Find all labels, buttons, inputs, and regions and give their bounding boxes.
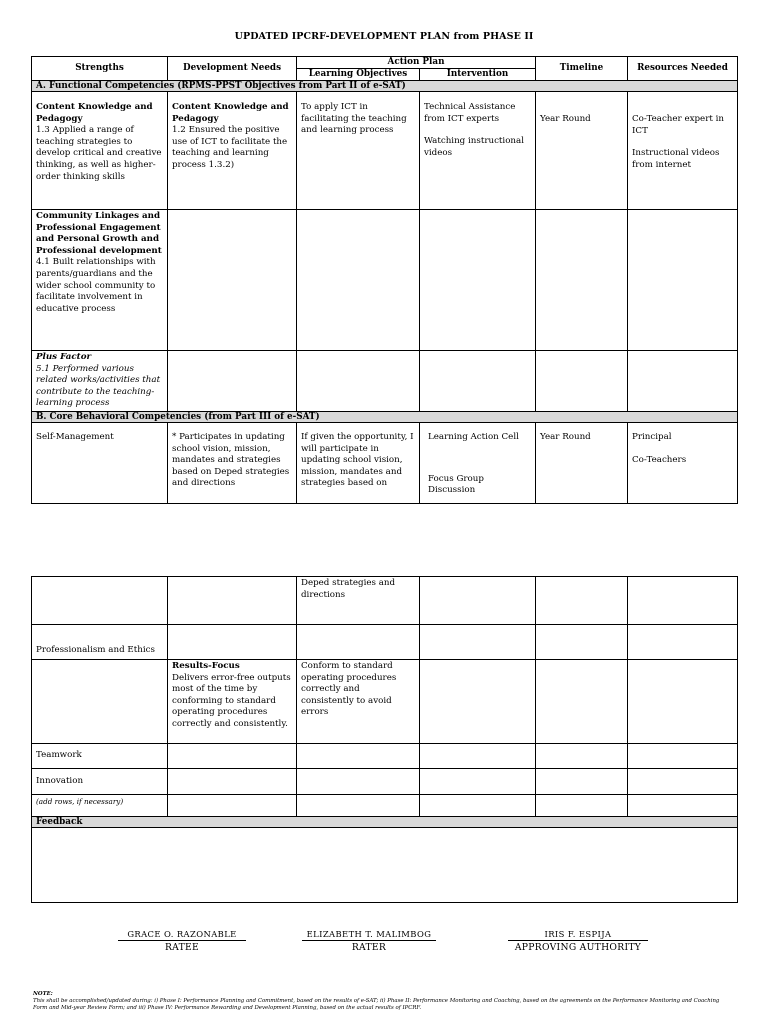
section-a-heading: A. Functional Competencies (RPMS-PPST Objectives from Part II of e-SAT) (32, 81, 738, 92)
strength-text: 5.1 Performed various related works/activities that contribute to the teaching-learning process (36, 363, 161, 409)
signatory-name: GRACE O. RAZONABLE (118, 929, 246, 941)
resource-item: Principal (632, 431, 672, 442)
learning-objective: Deped strategies and directions (297, 577, 420, 625)
table-row (32, 577, 738, 625)
table-row (32, 625, 738, 660)
signatory-name: IRIS F. ESPIJA (508, 929, 648, 941)
signature-block (0, 929, 768, 959)
need-text: * Participates in updating school vision, mission, mandates and strategies based on Deped strategies and directions (168, 422, 297, 503)
table-row (32, 92, 738, 210)
table-row (32, 795, 738, 817)
learning-objective: If given the opportunity, I will participate in updating school vision, mission, mandates and strategies based on (297, 422, 420, 503)
signature-ratee (118, 929, 246, 953)
signature-approving-authority (508, 929, 648, 953)
resource-item: Co-Teachers (632, 454, 687, 465)
feedback-box[interactable] (32, 828, 738, 903)
need-title: Results-Focus (172, 661, 240, 671)
development-plan-table-continued (31, 576, 738, 903)
learning-objective: To apply ICT in facilitating the teaching and learning process (297, 92, 420, 210)
signatory-role: RATER (351, 942, 387, 953)
add-rows-note: (add rows, if necessary) (32, 795, 168, 817)
strength-text: 4.1 Built relationships with parents/guardians and the wider school community to facilitate involvement in educative process (36, 257, 156, 314)
strength-title: Community Linkages and Professional Engagement and Personal Growth and Professional development (36, 211, 162, 256)
strength-text: Innovation (32, 769, 168, 795)
header-timeline: Timeline (536, 57, 628, 81)
strength-text: 1.3 Applied a range of teaching strategies to develop critical and creative thinking, as well as higher-order thinking skills (36, 125, 162, 182)
learning-objective: Conform to standard operating procedures correctly and consistently to avoid errors (297, 660, 420, 744)
signatory-role: APPROVING AUTHORITY (514, 942, 642, 953)
table-row (32, 210, 738, 351)
page-title: UPDATED IPCRF-DEVELOPMENT PLAN from PHASE II (234, 31, 534, 42)
table-row (32, 744, 738, 769)
intervention-item: Learning Action Cell (428, 431, 519, 442)
need-title: Content Knowledge and Pedagogy (172, 102, 289, 124)
signatory-role: RATEE (164, 942, 200, 953)
header-development-needs: Development Needs (168, 57, 297, 81)
intervention-item: Watching instructional videos (424, 136, 524, 158)
signatory-name: ELIZABETH T. MALIMBOG (302, 929, 436, 941)
header-intervention: Intervention (420, 69, 536, 81)
signature-rater (302, 929, 436, 953)
strength-title: Content Knowledge and Pedagogy (36, 102, 153, 124)
table-row (32, 351, 738, 412)
intervention-item: Focus Group Discussion (428, 473, 484, 496)
footnote (33, 991, 733, 1012)
resource-item: Co-Teacher expert in ICT (632, 114, 724, 136)
strength-text: Professionalism and Ethics (32, 625, 168, 660)
intervention-item: Technical Assistance from ICT experts (424, 102, 516, 124)
strength-text: Self-Management (32, 422, 168, 503)
timeline-value: Year Round (536, 92, 628, 210)
need-text: 1.2 Ensured the positive use of ICT to facilitate the teaching and learning process 1.3.2) (172, 125, 288, 170)
header-action-plan: Action Plan (297, 57, 536, 69)
header-resources: Resources Needed (628, 57, 738, 81)
development-plan-table (31, 56, 738, 504)
strength-text: Teamwork (32, 744, 168, 769)
note-label: NOTE: (33, 991, 53, 997)
section-b-heading: B. Core Behavioral Competencies (from Part III of e-SAT) (32, 411, 738, 422)
resource-item: Instructional videos from internet (632, 148, 720, 170)
note-text: This shall be accomplished/updated during: i) Phase I: Performance Planning and Commitment, based on the results of e-SAT; ii) Phase II: Performance Monitoring and Coaching, based on the agreements on the Performance Monitoring and Coaching Form and Mid-year Review Form; and iii) Phase IV: Performance Rewarding and Development Planning, based on the actual results of IPCRF. (33, 998, 720, 1011)
strength-title: Plus Factor (36, 352, 92, 362)
header-strengths: Strengths (32, 57, 168, 81)
table-row (32, 769, 738, 795)
timeline-value: Year Round (536, 422, 628, 503)
table-row (32, 422, 738, 503)
table-row (32, 660, 738, 744)
header-learning-objectives: Learning Objectives (297, 69, 420, 81)
feedback-heading: Feedback (32, 817, 738, 828)
need-text: Delivers error-free outputs most of the time by conforming to standard operating procedures correctly and consistently. (172, 672, 291, 729)
